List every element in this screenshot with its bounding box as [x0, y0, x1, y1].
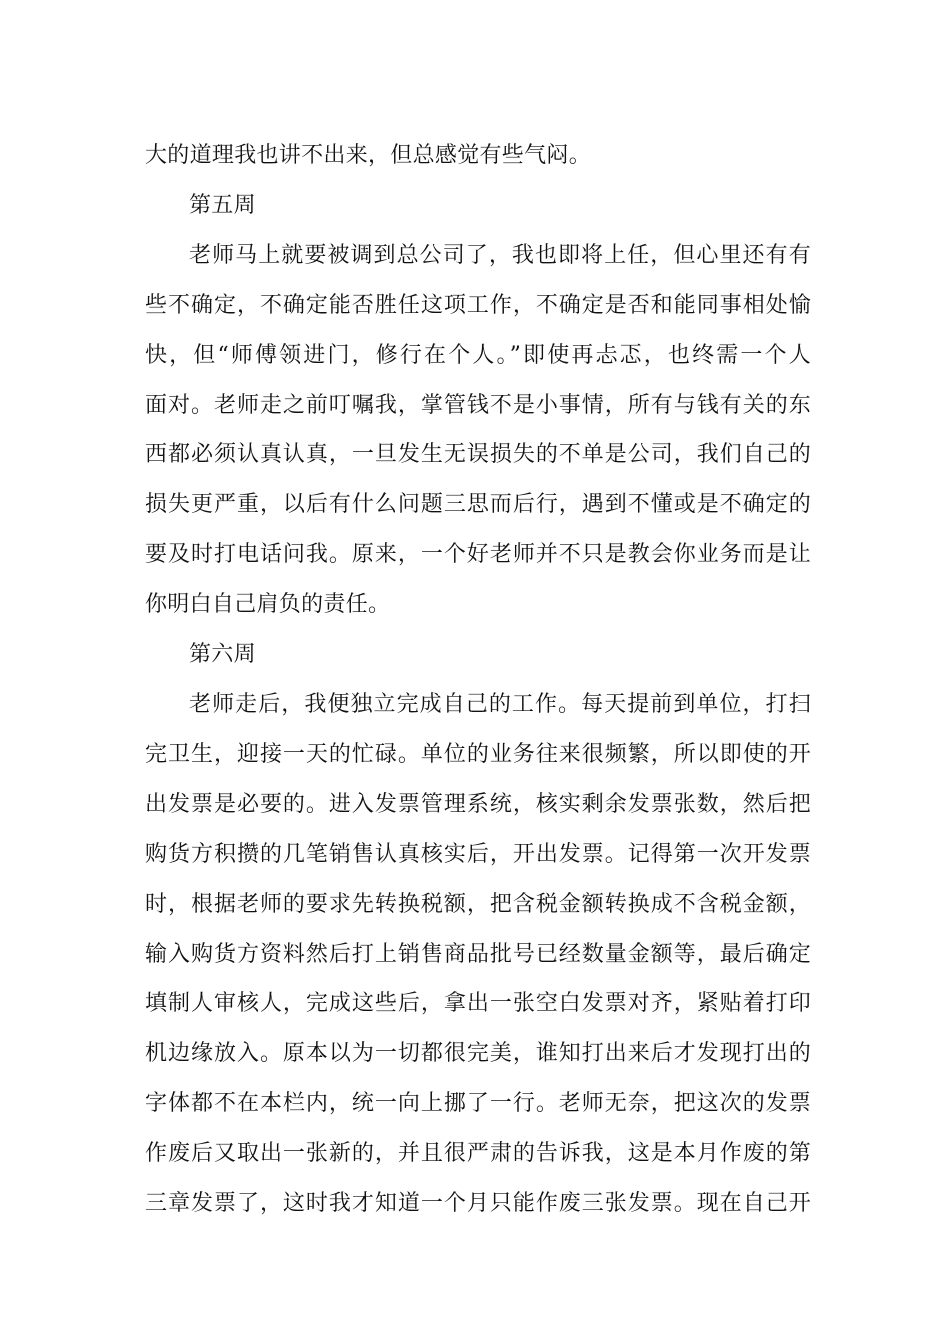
text-line: 作废后又取出一张新的，并且很严肃的告诉我，这是本月作废的第 — [145, 1141, 811, 1167]
section-heading-week-5: 第五周 — [189, 192, 256, 218]
paragraph-week-6 — [145, 680, 811, 1229]
text-line: 面对。老师走之前叮嘱我，掌管钱不是小事情，所有与钱有关的东 — [145, 392, 811, 418]
section-heading-week-6: 第六周 — [189, 642, 256, 668]
text-line: 你明白自己肩负的责任。 — [145, 592, 391, 618]
text-line: 三章发票了，这时我才知道一个月只能作废三张发票。现在自己开 — [145, 1191, 811, 1217]
text-line: 些不确定，不确定能否胜任这项工作，不确定是否和能同事相处愉 — [145, 292, 811, 318]
text-line: 完卫生，迎接一天的忙碌。单位的业务往来很频繁，所以即使的开 — [145, 741, 811, 767]
text-line: 老师走后，我便独立完成自己的工作。每天提前到单位，打扫 — [189, 691, 811, 717]
text-line: 时，根据老师的要求先转换税额，把含税金额转换成不含税金额， — [145, 891, 811, 917]
text-line: 快，但“师傅领进门，修行在个人。”即使再忐忑，也终需一个人 — [145, 342, 811, 368]
text-line: 购货方积攒的几笔销售认真核实后，开出发票。记得第一次开发票 — [145, 841, 811, 867]
text-line: 字体都不在本栏内，统一向上挪了一行。老师无奈，把这次的发票 — [145, 1091, 811, 1117]
document-body — [145, 131, 811, 1229]
text-line: 大的道理我也讲不出来，但总感觉有些气闷。 — [145, 143, 592, 168]
text-line: 机边缘放入。原本以为一切都很完美，谁知打出来后才发现打出的 — [145, 1041, 811, 1067]
text-line: 输入购货方资料然后打上销售商品批号已经数量金额等，最后确定 — [145, 941, 811, 967]
text-line: 损失更严重，以后有什么问题三思而后行，遇到不懂或是不确定的 — [145, 492, 811, 518]
paragraph-week-5 — [145, 231, 811, 630]
text-line: 老师马上就要被调到总公司了，我也即将上任，但心里还有有 — [189, 242, 811, 268]
text-line: 西都必须认真认真，一旦发生无误损失的不单是公司，我们自己的 — [145, 442, 811, 468]
text-line: 要及时打电话问我。原来，一个好老师并不只是教会你业务而是让 — [145, 542, 811, 568]
text-line: 填制人审核人，完成这些后，拿出一张空白发票对齐，紧贴着打印 — [145, 991, 811, 1017]
text-line: 出发票是必要的。进入发票管理系统，核实剩余发票张数，然后把 — [145, 791, 811, 817]
paragraph-continuation — [145, 131, 811, 181]
